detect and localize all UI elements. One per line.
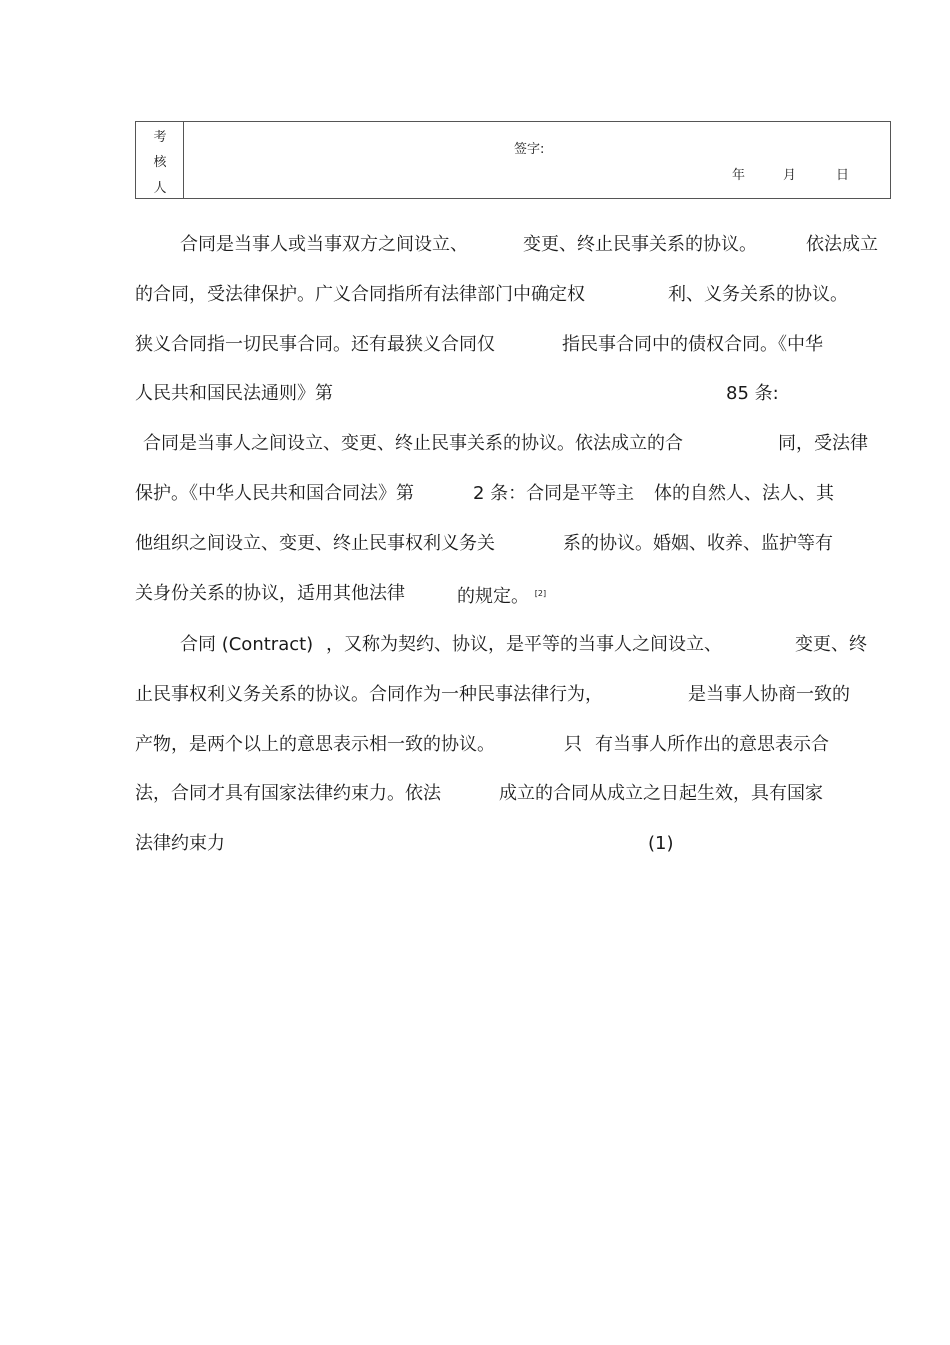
reviewer-label-cell bbox=[136, 122, 184, 198]
text-segment: 系的协议。婚姻、收养、监护等有 bbox=[563, 533, 833, 554]
day-label: 日 bbox=[836, 168, 850, 183]
reference-marker: [2] bbox=[534, 589, 547, 598]
text-segment: 只 bbox=[564, 734, 582, 755]
text-segment: 法律约束力 bbox=[135, 833, 225, 854]
text-segment: 关身份关系的协议，适用其他法律 bbox=[135, 583, 405, 604]
text-segment: 85 条: bbox=[726, 383, 779, 404]
text-segment bbox=[457, 582, 546, 609]
text-segment: 是当事人协商一致的 bbox=[688, 684, 850, 705]
text-segment: 人民共和国民法通则》第 bbox=[135, 383, 333, 404]
text-segment: 成立的合同从成立之日起生效，具有国家 bbox=[499, 783, 823, 804]
text-segment: 变更、终止民事关系的协议。 bbox=[523, 234, 757, 255]
text-segment: 变更、终 bbox=[795, 634, 867, 655]
text-segment: ，又称为契约、协议，是平等的当事人之间设立、 bbox=[326, 634, 722, 655]
reviewer-label-char: 考 bbox=[153, 130, 167, 145]
text-segment: 合同是当事人或当事双方之间设立、 bbox=[180, 234, 468, 255]
footnote-marker: (1) bbox=[648, 833, 674, 854]
text-segment: 同，受法律 bbox=[778, 433, 868, 454]
text-segment: 2 条：合同是平等主 bbox=[473, 483, 635, 504]
text-segment: 合同是当事人之间设立、变更、终止民事关系的协议。依法成立的合 bbox=[143, 433, 683, 454]
signature-label: 签字: bbox=[514, 142, 545, 157]
text-segment-inner: 的规定。 bbox=[457, 586, 529, 607]
text-segment: 狭义合同指一切民事合同。还有最狭义合同仅 bbox=[135, 334, 495, 355]
text-segment: 法，合同才具有国家法律约束力。依法 bbox=[135, 783, 441, 804]
text-segment: 指民事合同中的债权合同。《中华 bbox=[562, 334, 823, 355]
signature-table bbox=[135, 121, 891, 199]
text-segment: 止民事权利义务关系的协议。合同作为一种民事法律行为， bbox=[135, 684, 603, 705]
text-segment: 有当事人所作出的意思表示合 bbox=[595, 734, 829, 755]
text-segment: 利、义务关系的协议。 bbox=[668, 284, 848, 305]
text-segment: 产物，是两个以上的意思表示相一致的协议。 bbox=[135, 734, 495, 755]
text-segment: 依法成立 bbox=[806, 234, 878, 255]
text-segment: 合同 (Contract) bbox=[180, 634, 314, 655]
year-label: 年 bbox=[732, 168, 746, 183]
text-segment: 他组织之间设立、变更、终止民事权利义务关 bbox=[135, 533, 495, 554]
text-segment: 体的自然人、法人、其 bbox=[654, 483, 834, 504]
month-label: 月 bbox=[783, 168, 797, 183]
text-segment: 保护。《中华人民共和国合同法》第 bbox=[135, 483, 414, 504]
text-segment: 的合同，受法律保护。广义合同指所有法律部门中确定权 bbox=[135, 284, 585, 305]
reviewer-label-char: 核 bbox=[153, 155, 167, 170]
reviewer-label-char: 人 bbox=[153, 181, 167, 196]
